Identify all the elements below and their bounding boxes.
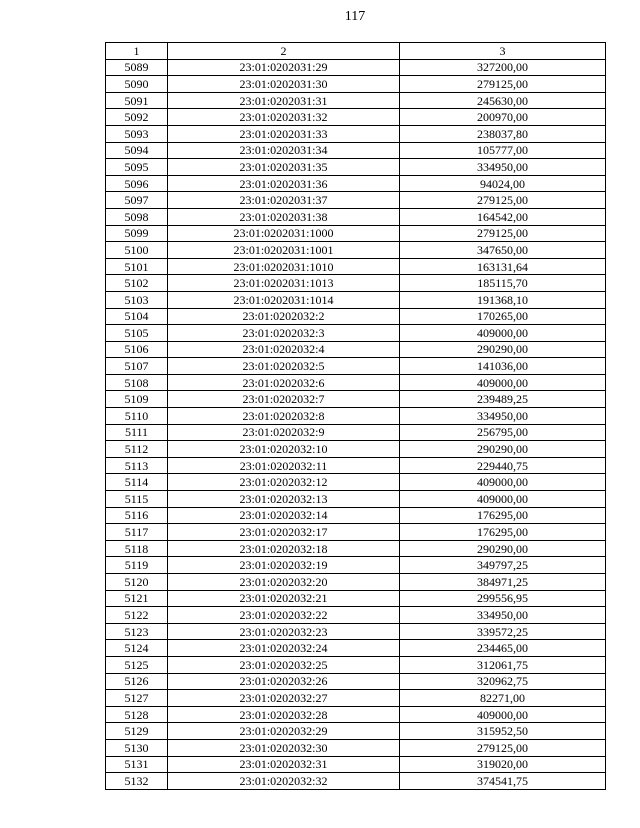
row-number-cell: 5090 — [106, 76, 168, 93]
row-number-cell: 5097 — [106, 192, 168, 209]
cadastral-number-cell: 23:01:0202032:20 — [168, 574, 400, 591]
cadastral-value-cell: 185115,70 — [400, 275, 606, 292]
cadastral-value-cell: 234465,00 — [400, 640, 606, 657]
cadastral-value-cell: 239489,25 — [400, 391, 606, 408]
table-row — [106, 441, 606, 458]
table-row — [106, 424, 606, 441]
cadastral-number-cell: 23:01:0202031:32 — [168, 109, 400, 126]
row-number-cell: 5094 — [106, 142, 168, 159]
cadastral-number-cell: 23:01:0202031:35 — [168, 159, 400, 176]
cadastral-value-cell: 200970,00 — [400, 109, 606, 126]
row-number-cell: 5106 — [106, 341, 168, 358]
row-number-cell: 5124 — [106, 640, 168, 657]
cadastral-value-table — [105, 42, 606, 790]
cadastral-value-cell: 164542,00 — [400, 208, 606, 225]
cadastral-number-cell: 23:01:0202032:27 — [168, 690, 400, 707]
cadastral-value-cell: 256795,00 — [400, 424, 606, 441]
cadastral-number-cell: 23:01:0202032:6 — [168, 374, 400, 391]
row-number-cell: 5123 — [106, 623, 168, 640]
table-row — [106, 125, 606, 142]
cadastral-value-cell: 170265,00 — [400, 308, 606, 325]
table-row — [106, 574, 606, 591]
row-number-cell: 5128 — [106, 706, 168, 723]
table-row — [106, 358, 606, 375]
row-number-cell: 5118 — [106, 540, 168, 557]
cadastral-value-cell: 320962,75 — [400, 673, 606, 690]
row-number-cell: 5113 — [106, 457, 168, 474]
table-header-row — [106, 43, 606, 60]
table-row — [106, 408, 606, 425]
row-number-cell: 5120 — [106, 574, 168, 591]
table-row — [106, 76, 606, 93]
cadastral-number-cell: 23:01:0202032:25 — [168, 656, 400, 673]
cadastral-value-cell: 312061,75 — [400, 656, 606, 673]
row-number-cell: 5104 — [106, 308, 168, 325]
cadastral-number-cell: 23:01:0202031:1014 — [168, 291, 400, 308]
row-number-cell: 5115 — [106, 491, 168, 508]
row-number-cell: 5105 — [106, 325, 168, 342]
row-number-cell: 5131 — [106, 756, 168, 773]
row-number-cell: 5116 — [106, 507, 168, 524]
cadastral-number-cell: 23:01:0202032:10 — [168, 441, 400, 458]
cadastral-number-cell: 23:01:0202032:5 — [168, 358, 400, 375]
row-number-cell: 5109 — [106, 391, 168, 408]
cadastral-value-cell: 384971,25 — [400, 574, 606, 591]
cadastral-value-cell: 245630,00 — [400, 92, 606, 109]
table-row — [106, 540, 606, 557]
cadastral-value-cell: 176295,00 — [400, 524, 606, 541]
cadastral-value-cell: 163131,64 — [400, 258, 606, 275]
row-number-cell: 5114 — [106, 474, 168, 491]
row-number-cell: 5119 — [106, 557, 168, 574]
row-number-cell: 5127 — [106, 690, 168, 707]
row-number-cell: 5112 — [106, 441, 168, 458]
table-body — [106, 59, 606, 789]
row-number-cell: 5130 — [106, 739, 168, 756]
cadastral-value-cell: 279125,00 — [400, 192, 606, 209]
cadastral-value-cell: 279125,00 — [400, 76, 606, 93]
cadastral-value-cell: 327200,00 — [400, 59, 606, 76]
cadastral-number-cell: 23:01:0202032:21 — [168, 590, 400, 607]
table-row — [106, 673, 606, 690]
table-row — [106, 225, 606, 242]
cadastral-number-cell: 23:01:0202032:28 — [168, 706, 400, 723]
cadastral-number-cell: 23:01:0202032:14 — [168, 507, 400, 524]
cadastral-number-cell: 23:01:0202032:12 — [168, 474, 400, 491]
cadastral-number-cell: 23:01:0202031:37 — [168, 192, 400, 209]
row-number-cell: 5095 — [106, 159, 168, 176]
cadastral-number-cell: 23:01:0202032:19 — [168, 557, 400, 574]
table-row — [106, 507, 606, 524]
cadastral-number-cell: 23:01:0202031:31 — [168, 92, 400, 109]
cadastral-value-cell: 409000,00 — [400, 706, 606, 723]
cadastral-number-cell: 23:01:0202032:22 — [168, 607, 400, 624]
cadastral-value-cell: 229440,75 — [400, 457, 606, 474]
row-number-cell: 5103 — [106, 291, 168, 308]
cadastral-number-cell: 23:01:0202031:38 — [168, 208, 400, 225]
table-row — [106, 258, 606, 275]
cadastral-value-cell: 141036,00 — [400, 358, 606, 375]
row-number-cell: 5107 — [106, 358, 168, 375]
row-number-cell: 5129 — [106, 723, 168, 740]
table-row — [106, 374, 606, 391]
table-row — [106, 557, 606, 574]
table-row — [106, 142, 606, 159]
cadastral-value-cell: 290290,00 — [400, 540, 606, 557]
cadastral-value-cell: 409000,00 — [400, 491, 606, 508]
cadastral-value-cell: 319020,00 — [400, 756, 606, 773]
cadastral-value-cell: 409000,00 — [400, 474, 606, 491]
row-number-cell: 5121 — [106, 590, 168, 607]
cadastral-number-cell: 23:01:0202032:8 — [168, 408, 400, 425]
cadastral-value-cell: 82271,00 — [400, 690, 606, 707]
cadastral-value-cell: 334950,00 — [400, 159, 606, 176]
table-header — [106, 43, 606, 60]
row-number-cell: 5111 — [106, 424, 168, 441]
cadastral-number-cell: 23:01:0202032:30 — [168, 739, 400, 756]
table-row — [106, 590, 606, 607]
table-row — [106, 92, 606, 109]
cadastral-value-cell: 105777,00 — [400, 142, 606, 159]
table-row — [106, 623, 606, 640]
cadastral-value-cell: 334950,00 — [400, 408, 606, 425]
table-row — [106, 607, 606, 624]
column-header-1: 1 — [106, 43, 168, 60]
table-row — [106, 208, 606, 225]
row-number-cell: 5099 — [106, 225, 168, 242]
cadastral-number-cell: 23:01:0202031:1013 — [168, 275, 400, 292]
table-row — [106, 59, 606, 76]
row-number-cell: 5091 — [106, 92, 168, 109]
row-number-cell: 5132 — [106, 773, 168, 790]
table-row — [106, 109, 606, 126]
table-row — [106, 690, 606, 707]
table-row — [106, 325, 606, 342]
table-row — [106, 192, 606, 209]
table-row — [106, 391, 606, 408]
cadastral-value-cell: 279125,00 — [400, 225, 606, 242]
cadastral-number-cell: 23:01:0202032:11 — [168, 457, 400, 474]
cadastral-number-cell: 23:01:0202032:31 — [168, 756, 400, 773]
cadastral-value-cell: 349797,25 — [400, 557, 606, 574]
cadastral-number-cell: 23:01:0202032:13 — [168, 491, 400, 508]
cadastral-value-cell: 315952,50 — [400, 723, 606, 740]
table-row — [106, 640, 606, 657]
cadastral-number-cell: 23:01:0202031:33 — [168, 125, 400, 142]
table-row — [106, 457, 606, 474]
table-row — [106, 275, 606, 292]
row-number-cell: 5122 — [106, 607, 168, 624]
cadastral-number-cell: 23:01:0202031:36 — [168, 175, 400, 192]
cadastral-number-cell: 23:01:0202031:34 — [168, 142, 400, 159]
table-row — [106, 308, 606, 325]
row-number-cell: 5093 — [106, 125, 168, 142]
cadastral-value-cell: 279125,00 — [400, 739, 606, 756]
cadastral-value-cell: 238037,80 — [400, 125, 606, 142]
cadastral-number-cell: 23:01:0202032:4 — [168, 341, 400, 358]
table-row — [106, 159, 606, 176]
table-row — [106, 175, 606, 192]
row-number-cell: 5102 — [106, 275, 168, 292]
cadastral-number-cell: 23:01:0202032:9 — [168, 424, 400, 441]
table-row — [106, 723, 606, 740]
cadastral-number-cell: 23:01:0202032:24 — [168, 640, 400, 657]
table-row — [106, 341, 606, 358]
cadastral-number-cell: 23:01:0202031:30 — [168, 76, 400, 93]
row-number-cell: 5101 — [106, 258, 168, 275]
cadastral-number-cell: 23:01:0202031:29 — [168, 59, 400, 76]
cadastral-value-cell: 290290,00 — [400, 341, 606, 358]
cadastral-value-cell: 290290,00 — [400, 441, 606, 458]
cadastral-number-cell: 23:01:0202032:26 — [168, 673, 400, 690]
row-number-cell: 5098 — [106, 208, 168, 225]
row-number-cell: 5089 — [106, 59, 168, 76]
page-number: 117 — [344, 9, 366, 24]
cadastral-number-cell: 23:01:0202032:2 — [168, 308, 400, 325]
cadastral-number-cell: 23:01:0202032:3 — [168, 325, 400, 342]
cadastral-number-cell: 23:01:0202031:1000 — [168, 225, 400, 242]
cadastral-value-cell: 339572,25 — [400, 623, 606, 640]
row-number-cell: 5117 — [106, 524, 168, 541]
cadastral-number-cell: 23:01:0202031:1001 — [168, 242, 400, 259]
row-number-cell: 5108 — [106, 374, 168, 391]
cadastral-number-cell: 23:01:0202032:18 — [168, 540, 400, 557]
table-row — [106, 291, 606, 308]
table-row — [106, 706, 606, 723]
table-row — [106, 242, 606, 259]
table-row — [106, 756, 606, 773]
column-header-3: 3 — [400, 43, 606, 60]
row-number-cell: 5092 — [106, 109, 168, 126]
table-row — [106, 656, 606, 673]
cadastral-number-cell: 23:01:0202032:29 — [168, 723, 400, 740]
column-header-2: 2 — [168, 43, 400, 60]
row-number-cell: 5100 — [106, 242, 168, 259]
cadastral-number-cell: 23:01:0202032:17 — [168, 524, 400, 541]
table-row — [106, 474, 606, 491]
cadastral-number-cell: 23:01:0202031:1010 — [168, 258, 400, 275]
row-number-cell: 5126 — [106, 673, 168, 690]
cadastral-value-cell: 176295,00 — [400, 507, 606, 524]
cadastral-value-cell: 191368,10 — [400, 291, 606, 308]
cadastral-value-cell: 347650,00 — [400, 242, 606, 259]
cadastral-value-cell: 334950,00 — [400, 607, 606, 624]
cadastral-number-cell: 23:01:0202032:7 — [168, 391, 400, 408]
table-row — [106, 773, 606, 790]
table-row — [106, 491, 606, 508]
row-number-cell: 5125 — [106, 656, 168, 673]
cadastral-number-cell: 23:01:0202032:23 — [168, 623, 400, 640]
cadastral-value-cell: 409000,00 — [400, 374, 606, 391]
cadastral-value-cell: 299556,95 — [400, 590, 606, 607]
row-number-cell: 5096 — [106, 175, 168, 192]
cadastral-number-cell: 23:01:0202032:32 — [168, 773, 400, 790]
table-row — [106, 739, 606, 756]
table-row — [106, 524, 606, 541]
row-number-cell: 5110 — [106, 408, 168, 425]
cadastral-value-cell: 374541,75 — [400, 773, 606, 790]
cadastral-value-cell: 94024,00 — [400, 175, 606, 192]
cadastral-value-cell: 409000,00 — [400, 325, 606, 342]
